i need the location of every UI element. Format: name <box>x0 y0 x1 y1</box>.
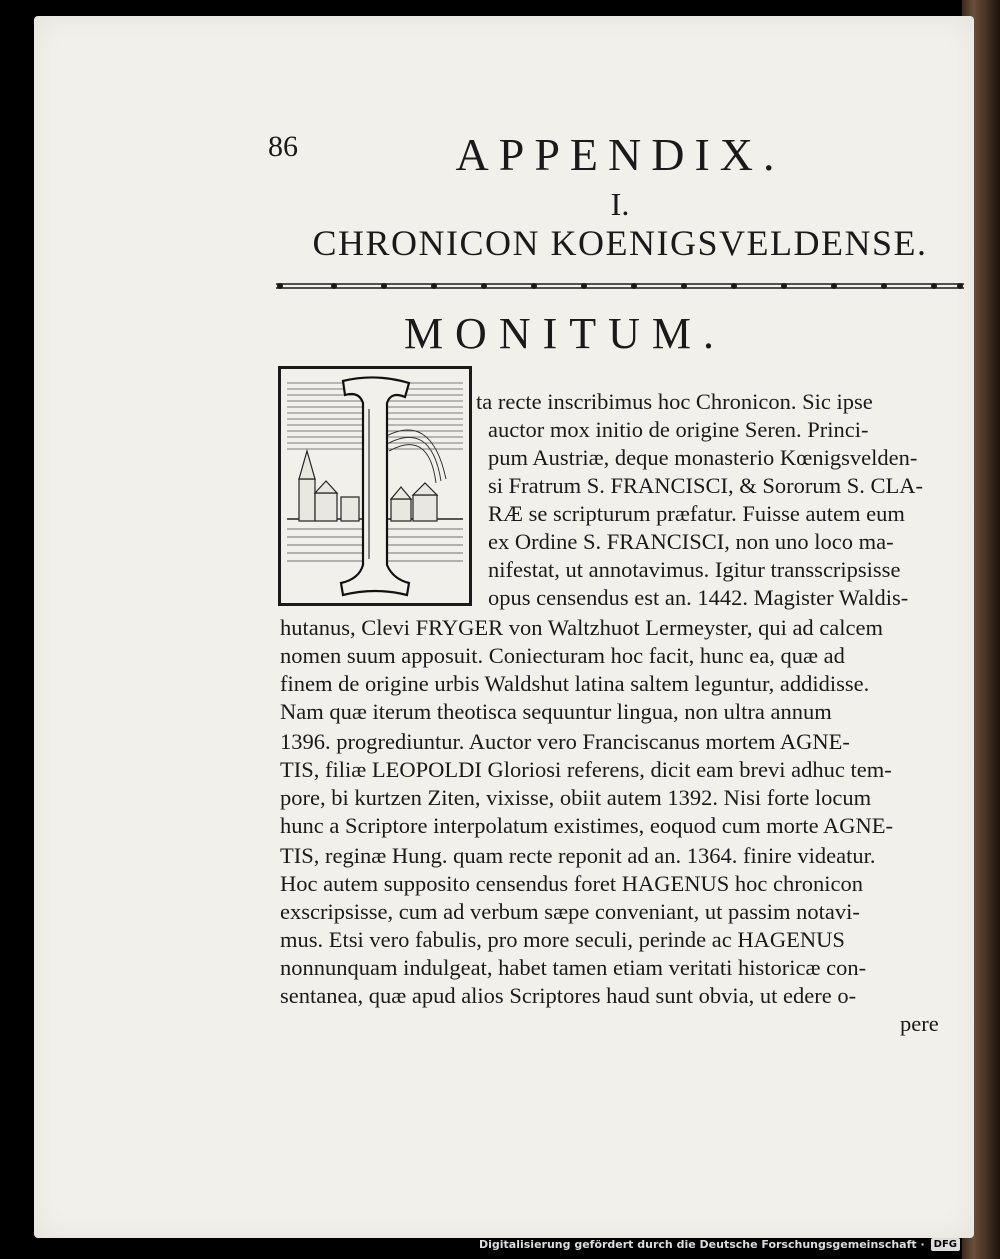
body-line: pore, bi kurtzen Ziten, vixisse, obiit autem 1392. Nisi forte locum <box>280 785 872 810</box>
ornamental-rule <box>272 276 968 296</box>
body-line: TIS, reginæ Hung. quam recte reponit ad an. 1364. finire videatur. <box>280 843 876 868</box>
page-title: APPENDIX. <box>455 129 785 180</box>
body-line: Hoc autem supposito censendus foret HAGENUS hoc chronicon <box>280 871 864 896</box>
body-line: ex Ordine S. FRANCISCI, non uno loco ma- <box>488 529 894 554</box>
body-line: ta recte inscribimus hoc Chronicon. Sic ipse <box>476 389 873 414</box>
body-line: sentanea, quæ apud alios Scriptores haud sunt obvia, ut edere o- <box>280 983 857 1008</box>
body-line: auctor mox initio de origine Seren. Princi- <box>488 417 869 442</box>
body-line: si Fratrum S. FRANCISCI, & Sororum S. CLA- <box>488 473 924 498</box>
decorated-initial-woodcut <box>278 366 472 606</box>
digitization-credit <box>479 1238 960 1251</box>
body-line: exscripsisse, cum ad verbum sæpe conveniant, ut passim notavi- <box>280 899 860 924</box>
body-line: 1396. progrediuntur. Auctor vero Franciscanus mortem AGNE- <box>280 729 850 754</box>
body-line: pum Austriæ, deque monasterio Kœnigsvelden- <box>488 445 918 470</box>
chronicle-title: CHRONICON KOENIGSVELDENSE. <box>312 223 928 263</box>
credit-text: Digitalisierung gefördert durch die Deutsche Forschungsgemeinschaft · <box>478 1238 925 1251</box>
body-line: opus censendus est an. 1442. Magister Waldis- <box>488 585 909 610</box>
body-line: hunc a Scriptore interpolatum existimes, eoquod cum morte AGNE- <box>280 813 893 838</box>
body-line: mus. Etsi vero fabulis, pro more seculi, perinde ac HAGENUS <box>280 927 845 952</box>
section-numeral: I. <box>610 186 630 222</box>
page-number: 86 <box>268 130 298 163</box>
body-line: nonnunquam indulgeat, habet tamen etiam veritati historicæ con- <box>280 955 867 980</box>
dfg-logo: DFG <box>931 1238 960 1251</box>
section-title: MONITUM. <box>403 309 727 358</box>
body-line: finem de origine urbis Waldshut latina saltem leguntur, addidisse. <box>280 671 870 696</box>
catchword: pere <box>900 1011 939 1036</box>
body-line: nomen suum apposuit. Coniecturam hoc facit, hunc ea, quæ ad <box>280 643 845 668</box>
body-line: Nam quæ iterum theotisca sequuntur lingua, non ultra annum <box>280 699 832 724</box>
body-line: hutanus, Clevi FRYGER von Waltzhuot Lermeyster, qui ad calcem <box>280 615 884 640</box>
body-line: RÆ se scripturum præfatur. Fuisse autem eum <box>488 501 905 526</box>
body-line: nifestat, ut annotavimus. Igitur transscripsisse <box>488 557 901 582</box>
body-line: TIS, filiæ LEOPOLDI Gloriosi referens, dicit eam brevi adhuc tem- <box>280 757 892 782</box>
